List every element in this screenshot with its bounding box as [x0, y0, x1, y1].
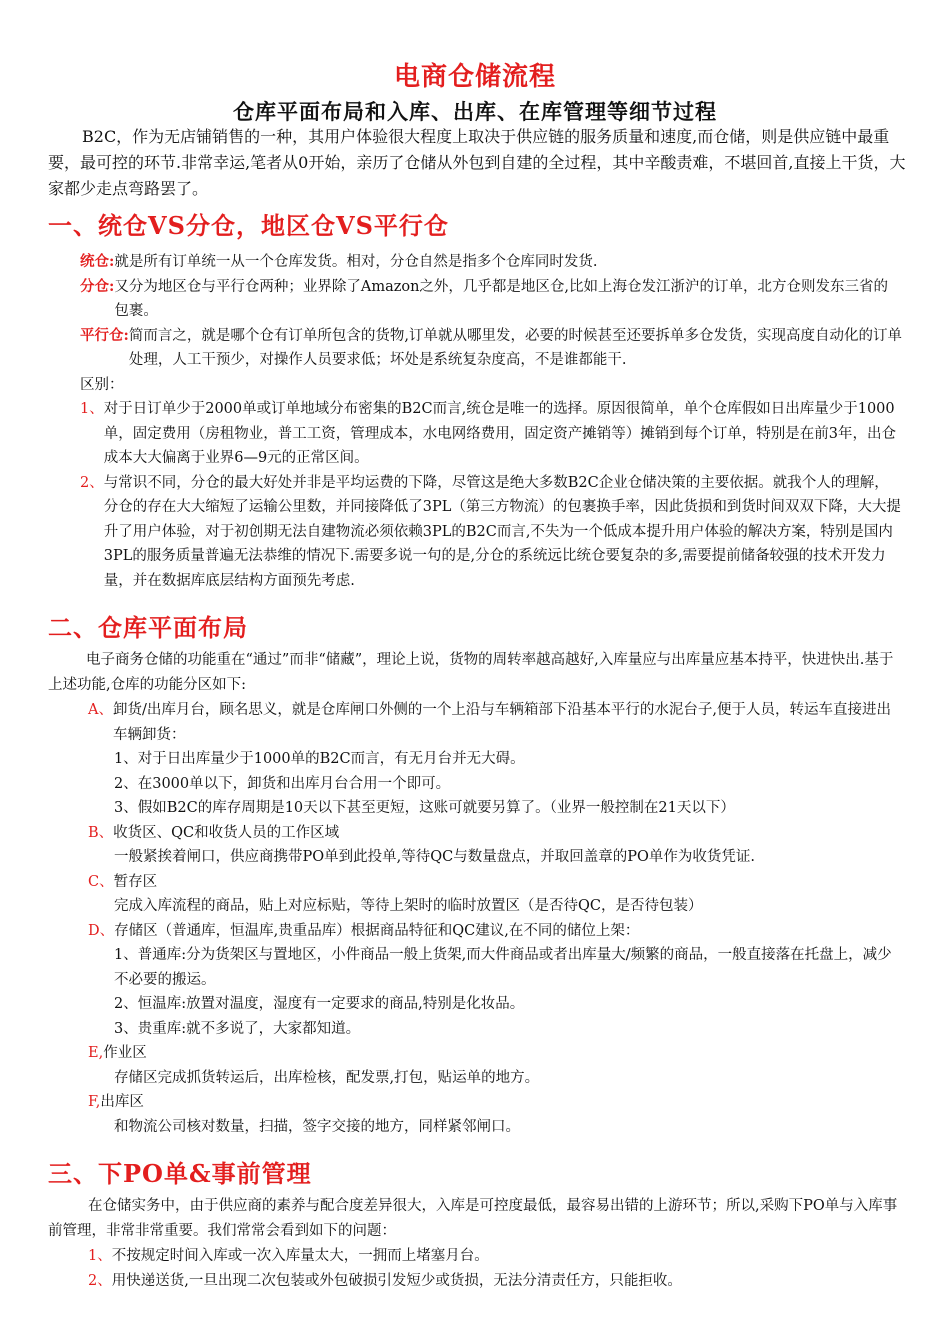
section2-heading: 二、仓库平面布局 — [48, 613, 248, 642]
area-e-subs — [88, 1066, 902, 1091]
area-a-subs — [88, 747, 902, 821]
area-letter: C、 — [88, 873, 114, 890]
def-label: 分仓: — [80, 277, 115, 295]
section1-heading: 一、统仓VS分仓，地区仓VS平行仓 — [48, 211, 449, 240]
area-letter: E, — [88, 1045, 104, 1061]
area-sub: 1、对于日出库量少于1000单的B2C而言，有无月台并无大碍。 — [114, 751, 525, 767]
area-d-subs — [88, 943, 902, 1041]
area-b-subs — [88, 845, 902, 870]
intro-text: B2C，作为无店铺销售的一种，其用户体验很大程度上取决于供应链的服务质量和速度,而仓储，则是供应链中最重要，最可控的环节.非常幸运,笔者从0开始，亲历了仓储从外包到自建的全过程，其中辛酸责难，不堪回首,直接上干货，大家都少走点弯路罢了。 — [48, 127, 906, 198]
def-text: 就是所有订单统一从一个仓库发货。相对，分仓自然是指多个仓库同时发货. — [114, 254, 598, 270]
problem-number: 1、 — [88, 1248, 112, 1264]
diff-point — [80, 397, 902, 471]
section2-intro-text: 电子商务仓储的功能重在“通过”而非“储藏”，理论上说，货物的周转率越高越好,入库量应与出库量应基本持平，快进快出.基于上述功能,仓库的功能分区如下: — [48, 652, 894, 693]
section3-problems — [88, 1244, 902, 1293]
intro-paragraph — [48, 124, 910, 202]
area-sub: 和物流公司核对数量，扫描，签字交接的地方，同样紧邻闸口。 — [114, 1118, 520, 1135]
def-label: 统仓: — [80, 253, 115, 270]
area-f — [88, 1090, 902, 1115]
document-title: 电商仓储流程 — [393, 62, 556, 92]
area-sub: 1、普通库:分为货架区与置地区，小件商品一般上货架,而大件商品或者出库量大/频繁的商品，一般直接落在托盘上，减少不必要的搬运。 — [114, 947, 892, 988]
area-letter: A、 — [88, 702, 113, 718]
area-letter: D、 — [88, 922, 115, 939]
area-sub: 3、假如B2C的库存周期是10天以下甚至更短，这账可就要另算了。（业界一般控制在21天以下） — [114, 800, 735, 816]
area-d — [88, 919, 902, 944]
diff-label: 区别： — [80, 376, 124, 393]
area-title: 暂存区 — [113, 873, 158, 890]
area-e — [88, 1041, 902, 1066]
area-sub: 一般紧挨着闸口，供应商携带PO单到此投单,等待QC与数量盘点，并取回盖章的PO单作为收货凭证. — [114, 849, 755, 865]
area-sub: 2、恒温库:放置对温度，湿度有一定要求的商品,特别是化妆品。 — [114, 996, 525, 1012]
area-title: 卸货/出库月台，顾名思义，就是仓库闸口外侧的一个上沿与车辆箱部下沿基本平行的水泥台子,便于人员，转运车直接进出车辆卸货： — [112, 702, 891, 743]
area-sub: 存储区完成抓货转运后，出库检核，配发票,打包，贴运单的地方。 — [114, 1069, 540, 1086]
area-c-subs — [88, 894, 902, 919]
point-text: 对于日订单少于2000单或订单地域分布密集的B2C而言,统仓是唯一的选择。原因很简单，单个仓库假如日出库量少于1000单，固定费用（房租物业，普工工资，管理成本，水电网络费用，固定资产摊销等）摊销到每个订单，特别是在前3年，出仓成本大大偏离于业界6—9元的正常区间。 — [103, 401, 896, 466]
area-f-subs — [88, 1115, 902, 1140]
point-text: 与常识不同，分仓的最大好处并非是平均运费的下降，尽管这是绝大多数B2C企业仓储决策的主要依据。就我个人的理解，分仓的存在大大缩短了运输公里数，并同接降低了3PL（第三方物流）的包裹换手率，因此货损和到货时间双双下降，大大提升了用户体验，对于初创期无法自建物流必须依赖3PL的B2C而言,不失为一个低成本提升用户体验的解决方案，特别是国内3PL的服务质量普遍无法恭维的情况下.需要多说一句的是,分仓的系统远比统仓要复杂的多,需要提前储备较强的技术开发力量，并在数据库底层结构方面预先考虑. — [103, 474, 901, 589]
section3-intro — [48, 1194, 902, 1243]
area-title: 出库区 — [100, 1094, 144, 1110]
problem-number: 2、 — [88, 1272, 112, 1289]
def-fencang — [80, 275, 902, 324]
area-sub: 3、贵重库:就不多说了，大家都知道。 — [114, 1020, 361, 1037]
area-title: 作业区 — [103, 1045, 147, 1061]
area-title: 收货区、QC和收货人员的工作区域 — [113, 824, 340, 841]
problem-item — [88, 1269, 902, 1294]
area-b — [88, 821, 902, 846]
section3-intro-text: 在仓储实务中，由于供应商的素养与配合度差异很大，入库是可控度最低，最容易出错的上游环节；所以,采购下PO单与入库事前管理，非常非常重要。我们常常会看到如下的问题： — [48, 1198, 898, 1239]
point-number: 1、 — [80, 401, 104, 417]
area-a — [88, 698, 902, 747]
problem-text: 用快递送货,一旦出现二次包装或外包破损引发短少或货损，无法分清责任方，只能拒收。 — [111, 1272, 682, 1289]
section2-intro — [48, 648, 902, 697]
problem-item — [88, 1244, 902, 1269]
def-tongcang — [80, 250, 902, 275]
area-sub: 完成入库流程的商品，贴上对应标贴，等待上架时的临时放置区（是否待QC，是否待包装） — [114, 898, 703, 914]
def-label: 平行仓: — [80, 326, 129, 344]
area-sub: 2、在3000单以下，卸货和出库月台合用一个即可。 — [114, 775, 451, 792]
point-number: 2、 — [80, 474, 104, 491]
diff-point — [80, 471, 902, 594]
section1-definitions — [80, 250, 902, 593]
def-text: 又分为地区仓与平行仓两种；业界除了Amazon之外，几乎都是地区仓,比如上海仓发江浙沪的订单，北方仓则发东三省的包裹。 — [114, 278, 889, 319]
area-letter: F, — [88, 1094, 101, 1110]
area-c — [88, 870, 902, 895]
section3-heading: 三、下PO单&事前管理 — [48, 1159, 312, 1188]
document-subtitle: 仓库平面布局和入库、出库、在库管理等细节过程 — [233, 99, 717, 124]
problem-text: 不按规定时间入库或一次入库量太大，一拥而上堵塞月台。 — [111, 1248, 489, 1264]
area-title: 存储区（普通库，恒温库,贵重品库）根据商品特征和QC建议,在不同的储位上架： — [114, 922, 640, 939]
def-pingxingcang — [80, 324, 902, 373]
section2-areas — [88, 698, 902, 1139]
area-letter: B、 — [88, 824, 114, 841]
def-text: 简而言之，就是哪个仓有订单所包含的货物,订单就从哪里发，必要的时候甚至还要拆单多仓发货，实现高度自动化的订单处理，人工干预少，对操作人员要求低；坏处是系统复杂度高，不是谁都能干. — [128, 327, 902, 368]
